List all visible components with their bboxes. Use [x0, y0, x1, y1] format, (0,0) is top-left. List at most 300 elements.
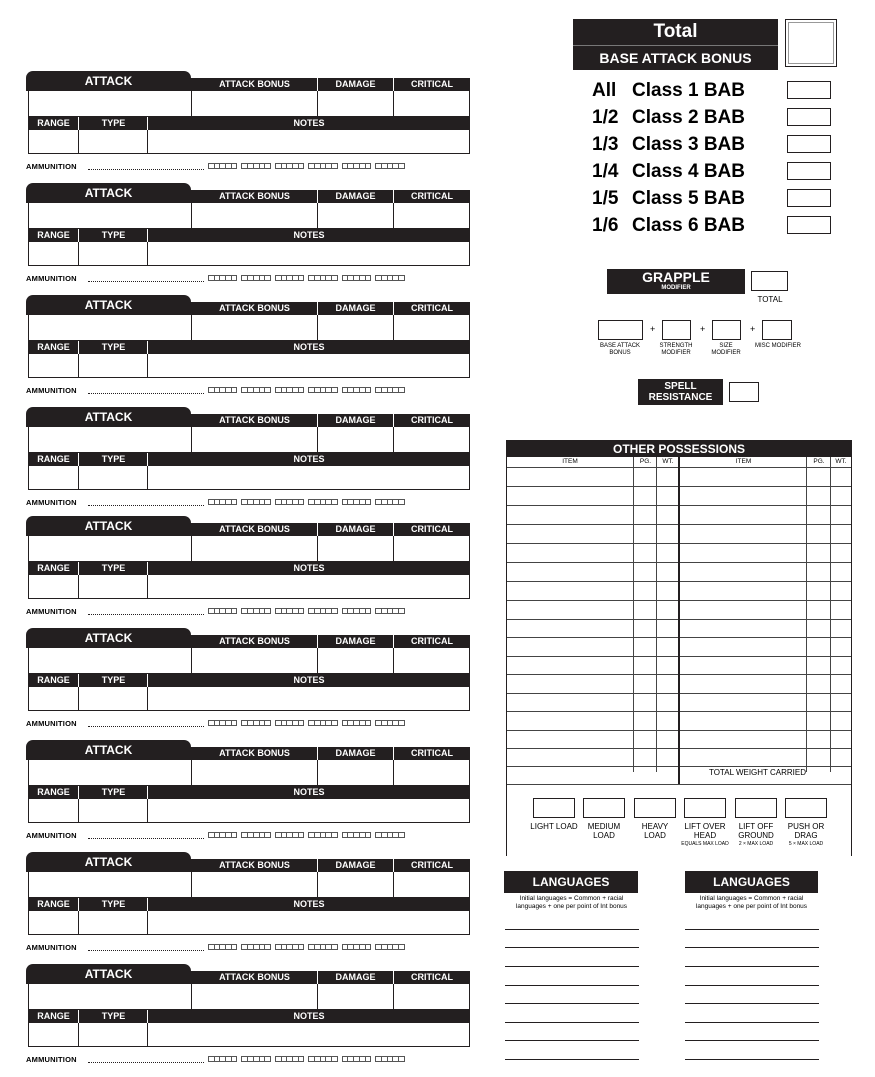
bab-row — [592, 188, 745, 210]
bab-total-heading: Total — [573, 19, 778, 45]
attack-bonus-label: ATTACK BONUS — [219, 303, 290, 313]
divider — [191, 536, 192, 562]
ammo-checkbox[interactable] — [331, 832, 338, 838]
attack-row2-fields[interactable] — [28, 575, 470, 599]
notes-label: NOTES — [293, 230, 325, 240]
ammo-checkbox[interactable] — [231, 275, 238, 281]
col-pg-2: PG. — [813, 458, 825, 465]
language-entry-line[interactable] — [685, 966, 819, 967]
bab-row — [592, 161, 745, 183]
ammo-checkbox[interactable] — [298, 275, 305, 281]
ammo-box-group — [208, 163, 236, 169]
notes-label: NOTES — [293, 118, 325, 128]
language-entry-line[interactable] — [505, 1022, 639, 1023]
ammo-checkbox[interactable] — [298, 720, 305, 726]
attack-block — [26, 183, 470, 295]
divider — [393, 984, 394, 1010]
attack-title: ATTACK — [26, 71, 191, 91]
ammo-box-group — [275, 275, 303, 281]
bab-fraction: 1/4 — [592, 161, 619, 182]
notes-label: NOTES — [293, 342, 325, 352]
ammo-checkbox[interactable] — [331, 387, 338, 393]
attack-bonus-label: ATTACK BONUS — [219, 191, 290, 201]
ammunition-boxes — [208, 1056, 404, 1062]
ammo-checkbox[interactable] — [331, 608, 338, 614]
load-sublabel: EQUALS MAX LOAD — [681, 841, 729, 847]
ammo-checkbox[interactable] — [231, 720, 238, 726]
divider — [191, 760, 192, 786]
ammunition-line[interactable] — [88, 614, 204, 615]
grapple-total-field[interactable] — [751, 271, 788, 291]
bab-total-field[interactable] — [785, 19, 837, 67]
grapple-misc-field[interactable] — [762, 320, 792, 340]
load-field[interactable] — [634, 798, 676, 818]
attack-row-fields[interactable] — [28, 91, 470, 117]
ammo-box-group — [375, 720, 403, 726]
ammo-checkbox[interactable] — [331, 163, 338, 169]
damage-label: DAMAGE — [335, 303, 376, 313]
ammo-checkbox[interactable] — [298, 1056, 305, 1062]
load-field[interactable] — [785, 798, 827, 818]
attack-bonus-label: ATTACK BONUS — [219, 860, 290, 870]
load-label: HEAVY LOAD — [641, 822, 669, 840]
type-label: TYPE — [101, 342, 126, 352]
ammo-box-group — [308, 499, 336, 505]
ammo-box-group — [308, 275, 336, 281]
ammunition-label: AMMUNITION — [26, 831, 77, 840]
attack-block — [26, 964, 470, 1076]
attack-row2-fields[interactable] — [28, 466, 470, 490]
notes-label: NOTES — [293, 675, 325, 685]
divider — [191, 984, 192, 1010]
ammo-box-group — [308, 387, 336, 393]
range-label: RANGE — [37, 342, 70, 352]
row-line — [507, 784, 851, 785]
spell-label: SPELL — [664, 381, 697, 392]
ammo-box-group — [275, 387, 303, 393]
ammunition-label: AMMUNITION — [26, 386, 77, 395]
attack-row-fields[interactable] — [28, 872, 470, 898]
bab-row — [592, 80, 745, 102]
ammo-checkbox[interactable] — [365, 163, 372, 169]
critical-label: CRITICAL — [411, 636, 453, 646]
ammunition-line[interactable] — [88, 281, 204, 282]
ammunition-label: AMMUNITION — [26, 607, 77, 616]
ammo-checkbox[interactable] — [331, 499, 338, 505]
ammo-box-group — [308, 944, 336, 950]
ammo-checkbox[interactable] — [231, 387, 238, 393]
bab-class-field[interactable] — [787, 189, 831, 207]
notes-label: NOTES — [293, 1011, 325, 1021]
damage-label: DAMAGE — [335, 972, 376, 982]
ammunition-line[interactable] — [88, 169, 204, 170]
attack-row-fields[interactable] — [28, 427, 470, 453]
attack-block — [26, 740, 470, 852]
ammo-checkbox[interactable] — [264, 163, 271, 169]
other-possessions-table — [506, 440, 852, 856]
ammo-checkbox[interactable] — [331, 720, 338, 726]
ammo-checkbox[interactable] — [231, 608, 238, 614]
language-entry-line[interactable] — [505, 985, 639, 986]
bab-fraction: 1/3 — [592, 134, 619, 155]
ammo-checkbox[interactable] — [298, 832, 305, 838]
attack-bonus-label: ATTACK BONUS — [219, 79, 290, 89]
bab-title: BASE ATTACK BONUS — [573, 45, 778, 70]
critical-label: CRITICAL — [411, 79, 453, 89]
attack-block — [26, 516, 470, 628]
attack-row2-fields[interactable] — [28, 130, 470, 154]
divider — [191, 203, 192, 229]
ammunition-line[interactable] — [88, 505, 204, 506]
divider — [78, 562, 79, 599]
ammo-checkbox[interactable] — [365, 832, 372, 838]
load-label: LIFT OFF GROUND — [738, 822, 774, 840]
ammo-checkbox[interactable] — [264, 832, 271, 838]
ammo-box-group — [208, 720, 236, 726]
type-label: TYPE — [101, 563, 126, 573]
ammo-box-group — [342, 275, 370, 281]
attack-title: ATTACK — [26, 964, 191, 984]
attack-row-fields[interactable] — [28, 760, 470, 786]
ammo-checkbox[interactable] — [231, 499, 238, 505]
bab-row — [592, 215, 745, 237]
divider — [78, 341, 79, 378]
ammunition-boxes — [208, 608, 404, 614]
bab-class-field[interactable] — [787, 135, 831, 153]
divider — [317, 427, 318, 453]
damage-label: DAMAGE — [335, 191, 376, 201]
language-entry-line[interactable] — [505, 1040, 639, 1041]
divider — [78, 898, 79, 935]
column-line — [656, 457, 657, 772]
ammunition-label: AMMUNITION — [26, 162, 77, 171]
divider — [317, 984, 318, 1010]
load-label: MEDIUM LOAD — [587, 822, 621, 840]
attack-row2-fields[interactable] — [28, 1023, 470, 1047]
language-entry-line[interactable] — [685, 1003, 819, 1004]
ammo-checkbox[interactable] — [365, 387, 372, 393]
range-label: RANGE — [37, 563, 70, 573]
notes-label: NOTES — [293, 454, 325, 464]
ammo-checkbox[interactable] — [231, 163, 238, 169]
critical-label: CRITICAL — [411, 303, 453, 313]
language-entry-line[interactable] — [685, 947, 819, 948]
critical-label: CRITICAL — [411, 524, 453, 534]
ammo-checkbox[interactable] — [398, 720, 405, 726]
notes-label: NOTES — [293, 899, 325, 909]
bab-row — [592, 107, 745, 129]
ammo-box-group — [208, 499, 236, 505]
ammo-box-group — [375, 387, 403, 393]
grapple-size-label: SIZE MODIFIER — [711, 343, 741, 356]
divider — [191, 648, 192, 674]
ammunition-boxes — [208, 720, 404, 726]
ammo-checkbox[interactable] — [298, 387, 305, 393]
ammo-checkbox[interactable] — [264, 499, 271, 505]
attack-row-fields[interactable] — [28, 648, 470, 674]
plus-sign: + — [750, 324, 756, 334]
divider — [191, 91, 192, 117]
ammo-box-group — [342, 499, 370, 505]
divider — [191, 872, 192, 898]
attack-row2-fields[interactable] — [28, 911, 470, 935]
type-label: TYPE — [101, 787, 126, 797]
attack-row-fields[interactable] — [28, 203, 470, 229]
ammo-checkbox[interactable] — [331, 944, 338, 950]
ammo-box-group — [241, 387, 269, 393]
language-entry-line[interactable] — [685, 1059, 819, 1060]
attack-bonus-label: ATTACK BONUS — [219, 415, 290, 425]
ammo-box-group — [208, 387, 236, 393]
ammo-checkbox[interactable] — [231, 1056, 238, 1062]
divider — [393, 872, 394, 898]
ammo-checkbox[interactable] — [365, 720, 372, 726]
ammo-checkbox[interactable] — [398, 944, 405, 950]
column-line — [633, 457, 634, 772]
critical-label: CRITICAL — [411, 415, 453, 425]
divider — [147, 562, 148, 599]
attack-row-fields[interactable] — [28, 984, 470, 1010]
divider — [393, 536, 394, 562]
divider — [393, 760, 394, 786]
attack-title: ATTACK — [26, 516, 191, 536]
ammo-box-group — [342, 387, 370, 393]
ammo-box-group — [208, 608, 236, 614]
range-label: RANGE — [37, 787, 70, 797]
critical-label: CRITICAL — [411, 748, 453, 758]
col-pg: PG. — [639, 458, 652, 465]
ammo-box-group — [275, 944, 303, 950]
language-entry-line[interactable] — [685, 1040, 819, 1041]
load-sublabel: 2 × MAX LOAD — [738, 841, 774, 847]
bab-fraction: 1/5 — [592, 188, 619, 209]
ammunition-line[interactable] — [88, 838, 204, 839]
ammo-box-group — [208, 1056, 236, 1062]
ammo-checkbox[interactable] — [264, 608, 271, 614]
attack-title: ATTACK — [26, 295, 191, 315]
ammunition-boxes — [208, 944, 404, 950]
load-field[interactable] — [735, 798, 777, 818]
type-label: TYPE — [101, 1011, 126, 1021]
ammo-checkbox[interactable] — [398, 1056, 405, 1062]
divider — [147, 341, 148, 378]
range-label: RANGE — [37, 899, 70, 909]
grapple-total-label: TOTAL — [757, 295, 783, 304]
col-item-2: ITEM — [735, 458, 752, 465]
ammunition-label: AMMUNITION — [26, 719, 77, 728]
bab-class-label: Class 6 BAB — [632, 215, 745, 236]
attack-row2-fields[interactable] — [28, 687, 470, 711]
ammunition-line[interactable] — [88, 726, 204, 727]
column-line — [806, 457, 807, 772]
language-entry-line[interactable] — [685, 929, 819, 930]
ammo-checkbox[interactable] — [398, 832, 405, 838]
ammo-box-group — [375, 275, 403, 281]
divider — [147, 453, 148, 490]
divider — [147, 117, 148, 154]
load-label: LIFT OVER HEAD — [684, 822, 726, 840]
ammo-box-group — [275, 832, 303, 838]
ammo-checkbox[interactable] — [365, 944, 372, 950]
language-entry-line[interactable] — [505, 947, 639, 948]
divider — [78, 117, 79, 154]
ammo-checkbox[interactable] — [231, 944, 238, 950]
range-label: RANGE — [37, 118, 70, 128]
ammo-box-group — [241, 275, 269, 281]
language-entry-line[interactable] — [505, 1003, 639, 1004]
ammo-checkbox[interactable] — [298, 944, 305, 950]
divider — [191, 427, 192, 453]
range-label: RANGE — [37, 675, 70, 685]
ammo-box-group — [275, 1056, 303, 1062]
grapple-title: GRAPPLE — [642, 269, 710, 285]
ammunition-boxes — [208, 163, 404, 169]
column-line — [830, 457, 831, 772]
ammo-checkbox[interactable] — [298, 163, 305, 169]
ammo-box-group — [342, 832, 370, 838]
ammo-box-group — [342, 720, 370, 726]
bab-fraction: 1/6 — [592, 215, 619, 236]
ammo-box-group — [375, 499, 403, 505]
ammo-checkbox[interactable] — [331, 1056, 338, 1062]
ammo-checkbox[interactable] — [398, 387, 405, 393]
attack-row-fields[interactable] — [28, 315, 470, 341]
divider — [317, 315, 318, 341]
language-entry-line[interactable] — [685, 1022, 819, 1023]
ammo-box-group — [342, 163, 370, 169]
attack-block — [26, 295, 470, 407]
ammunition-boxes — [208, 499, 404, 505]
attack-title: ATTACK — [26, 628, 191, 648]
ammo-checkbox[interactable] — [264, 1056, 271, 1062]
languages-note-2: Initial languages = Common + racial languages + one per point of Int bonus — [695, 895, 808, 910]
language-entry-line[interactable] — [505, 966, 639, 967]
plus-sign: + — [700, 324, 706, 334]
spell-resistance-field[interactable] — [729, 382, 759, 402]
ammo-box-group — [241, 832, 269, 838]
ammo-checkbox[interactable] — [365, 499, 372, 505]
ammo-checkbox[interactable] — [264, 944, 271, 950]
language-entry-line[interactable] — [685, 985, 819, 986]
bab-class-field[interactable] — [787, 162, 831, 180]
attack-row-fields[interactable] — [28, 536, 470, 562]
attack-row2-fields[interactable] — [28, 799, 470, 823]
col-item: ITEM — [562, 458, 578, 465]
damage-label: DAMAGE — [335, 524, 376, 534]
ammunition-line[interactable] — [88, 950, 204, 951]
ammo-checkbox[interactable] — [398, 275, 405, 281]
bab-class-label: Class 1 BAB — [632, 80, 745, 101]
attack-bonus-label: ATTACK BONUS — [219, 748, 290, 758]
damage-label: DAMAGE — [335, 748, 376, 758]
range-label: RANGE — [37, 1011, 70, 1021]
ammo-checkbox[interactable] — [231, 832, 238, 838]
ammo-checkbox[interactable] — [331, 275, 338, 281]
ammo-box-group — [308, 608, 336, 614]
grapple-bab-field[interactable] — [598, 320, 643, 340]
ammunition-line[interactable] — [88, 393, 204, 394]
attack-bonus-label: ATTACK BONUS — [219, 636, 290, 646]
bab-class-field[interactable] — [787, 81, 831, 99]
ammo-checkbox[interactable] — [365, 1056, 372, 1062]
ammo-checkbox[interactable] — [398, 163, 405, 169]
notes-label: NOTES — [293, 563, 325, 573]
ammo-checkbox[interactable] — [264, 275, 271, 281]
ammo-box-group — [375, 608, 403, 614]
grapple-subtitle: MODIFIER — [661, 285, 691, 291]
ammo-box-group — [241, 1056, 269, 1062]
ammo-checkbox[interactable] — [264, 387, 271, 393]
ammunition-label: AMMUNITION — [26, 498, 77, 507]
divider — [147, 786, 148, 823]
ammo-box-group — [308, 832, 336, 838]
ammo-box-group — [275, 608, 303, 614]
load-field[interactable] — [533, 798, 575, 818]
damage-label: DAMAGE — [335, 79, 376, 89]
divider — [393, 315, 394, 341]
ammo-checkbox[interactable] — [298, 499, 305, 505]
type-label: TYPE — [101, 118, 126, 128]
divider — [393, 427, 394, 453]
language-entry-line[interactable] — [505, 1059, 639, 1060]
attack-title: ATTACK — [26, 183, 191, 203]
divider — [78, 453, 79, 490]
col-wt: WT. — [662, 458, 674, 465]
bab-class-field[interactable] — [787, 216, 831, 234]
damage-label: DAMAGE — [335, 636, 376, 646]
ammo-box-group — [241, 720, 269, 726]
resistance-label: RESISTANCE — [648, 392, 713, 403]
attack-block — [26, 407, 470, 519]
ammo-box-group — [241, 608, 269, 614]
spell-resistance-header — [638, 379, 723, 405]
ammo-box-group — [275, 499, 303, 505]
ammo-checkbox[interactable] — [365, 608, 372, 614]
divider — [191, 315, 192, 341]
load-field[interactable] — [684, 798, 726, 818]
bab-fraction: All — [592, 80, 617, 101]
ammo-checkbox[interactable] — [398, 608, 405, 614]
possessions-title: OTHER POSSESSIONS — [507, 441, 851, 457]
ammo-checkbox[interactable] — [365, 275, 372, 281]
languages-title-2: LANGUAGES — [685, 871, 818, 893]
attack-block — [26, 71, 470, 183]
range-label: RANGE — [37, 454, 70, 464]
ammunition-boxes — [208, 275, 404, 281]
bab-row — [592, 134, 745, 156]
load-field[interactable] — [583, 798, 625, 818]
divider — [147, 674, 148, 711]
divider — [78, 674, 79, 711]
grapple-strength-field[interactable] — [662, 320, 691, 340]
ammo-checkbox[interactable] — [398, 499, 405, 505]
type-label: TYPE — [101, 230, 126, 240]
load-label: PUSH OR DRAG — [787, 822, 825, 840]
ammo-box-group — [241, 944, 269, 950]
bab-class-label: Class 2 BAB — [632, 107, 745, 128]
attack-row2-fields[interactable] — [28, 242, 470, 266]
ammunition-line[interactable] — [88, 1062, 204, 1063]
bab-class-field[interactable] — [787, 108, 831, 126]
ammo-box-group — [208, 944, 236, 950]
critical-label: CRITICAL — [411, 860, 453, 870]
attack-row2-fields[interactable] — [28, 354, 470, 378]
ammo-checkbox[interactable] — [298, 608, 305, 614]
ammo-checkbox[interactable] — [264, 720, 271, 726]
grapple-size-field[interactable] — [712, 320, 741, 340]
language-entry-line[interactable] — [505, 929, 639, 930]
notes-label: NOTES — [293, 787, 325, 797]
